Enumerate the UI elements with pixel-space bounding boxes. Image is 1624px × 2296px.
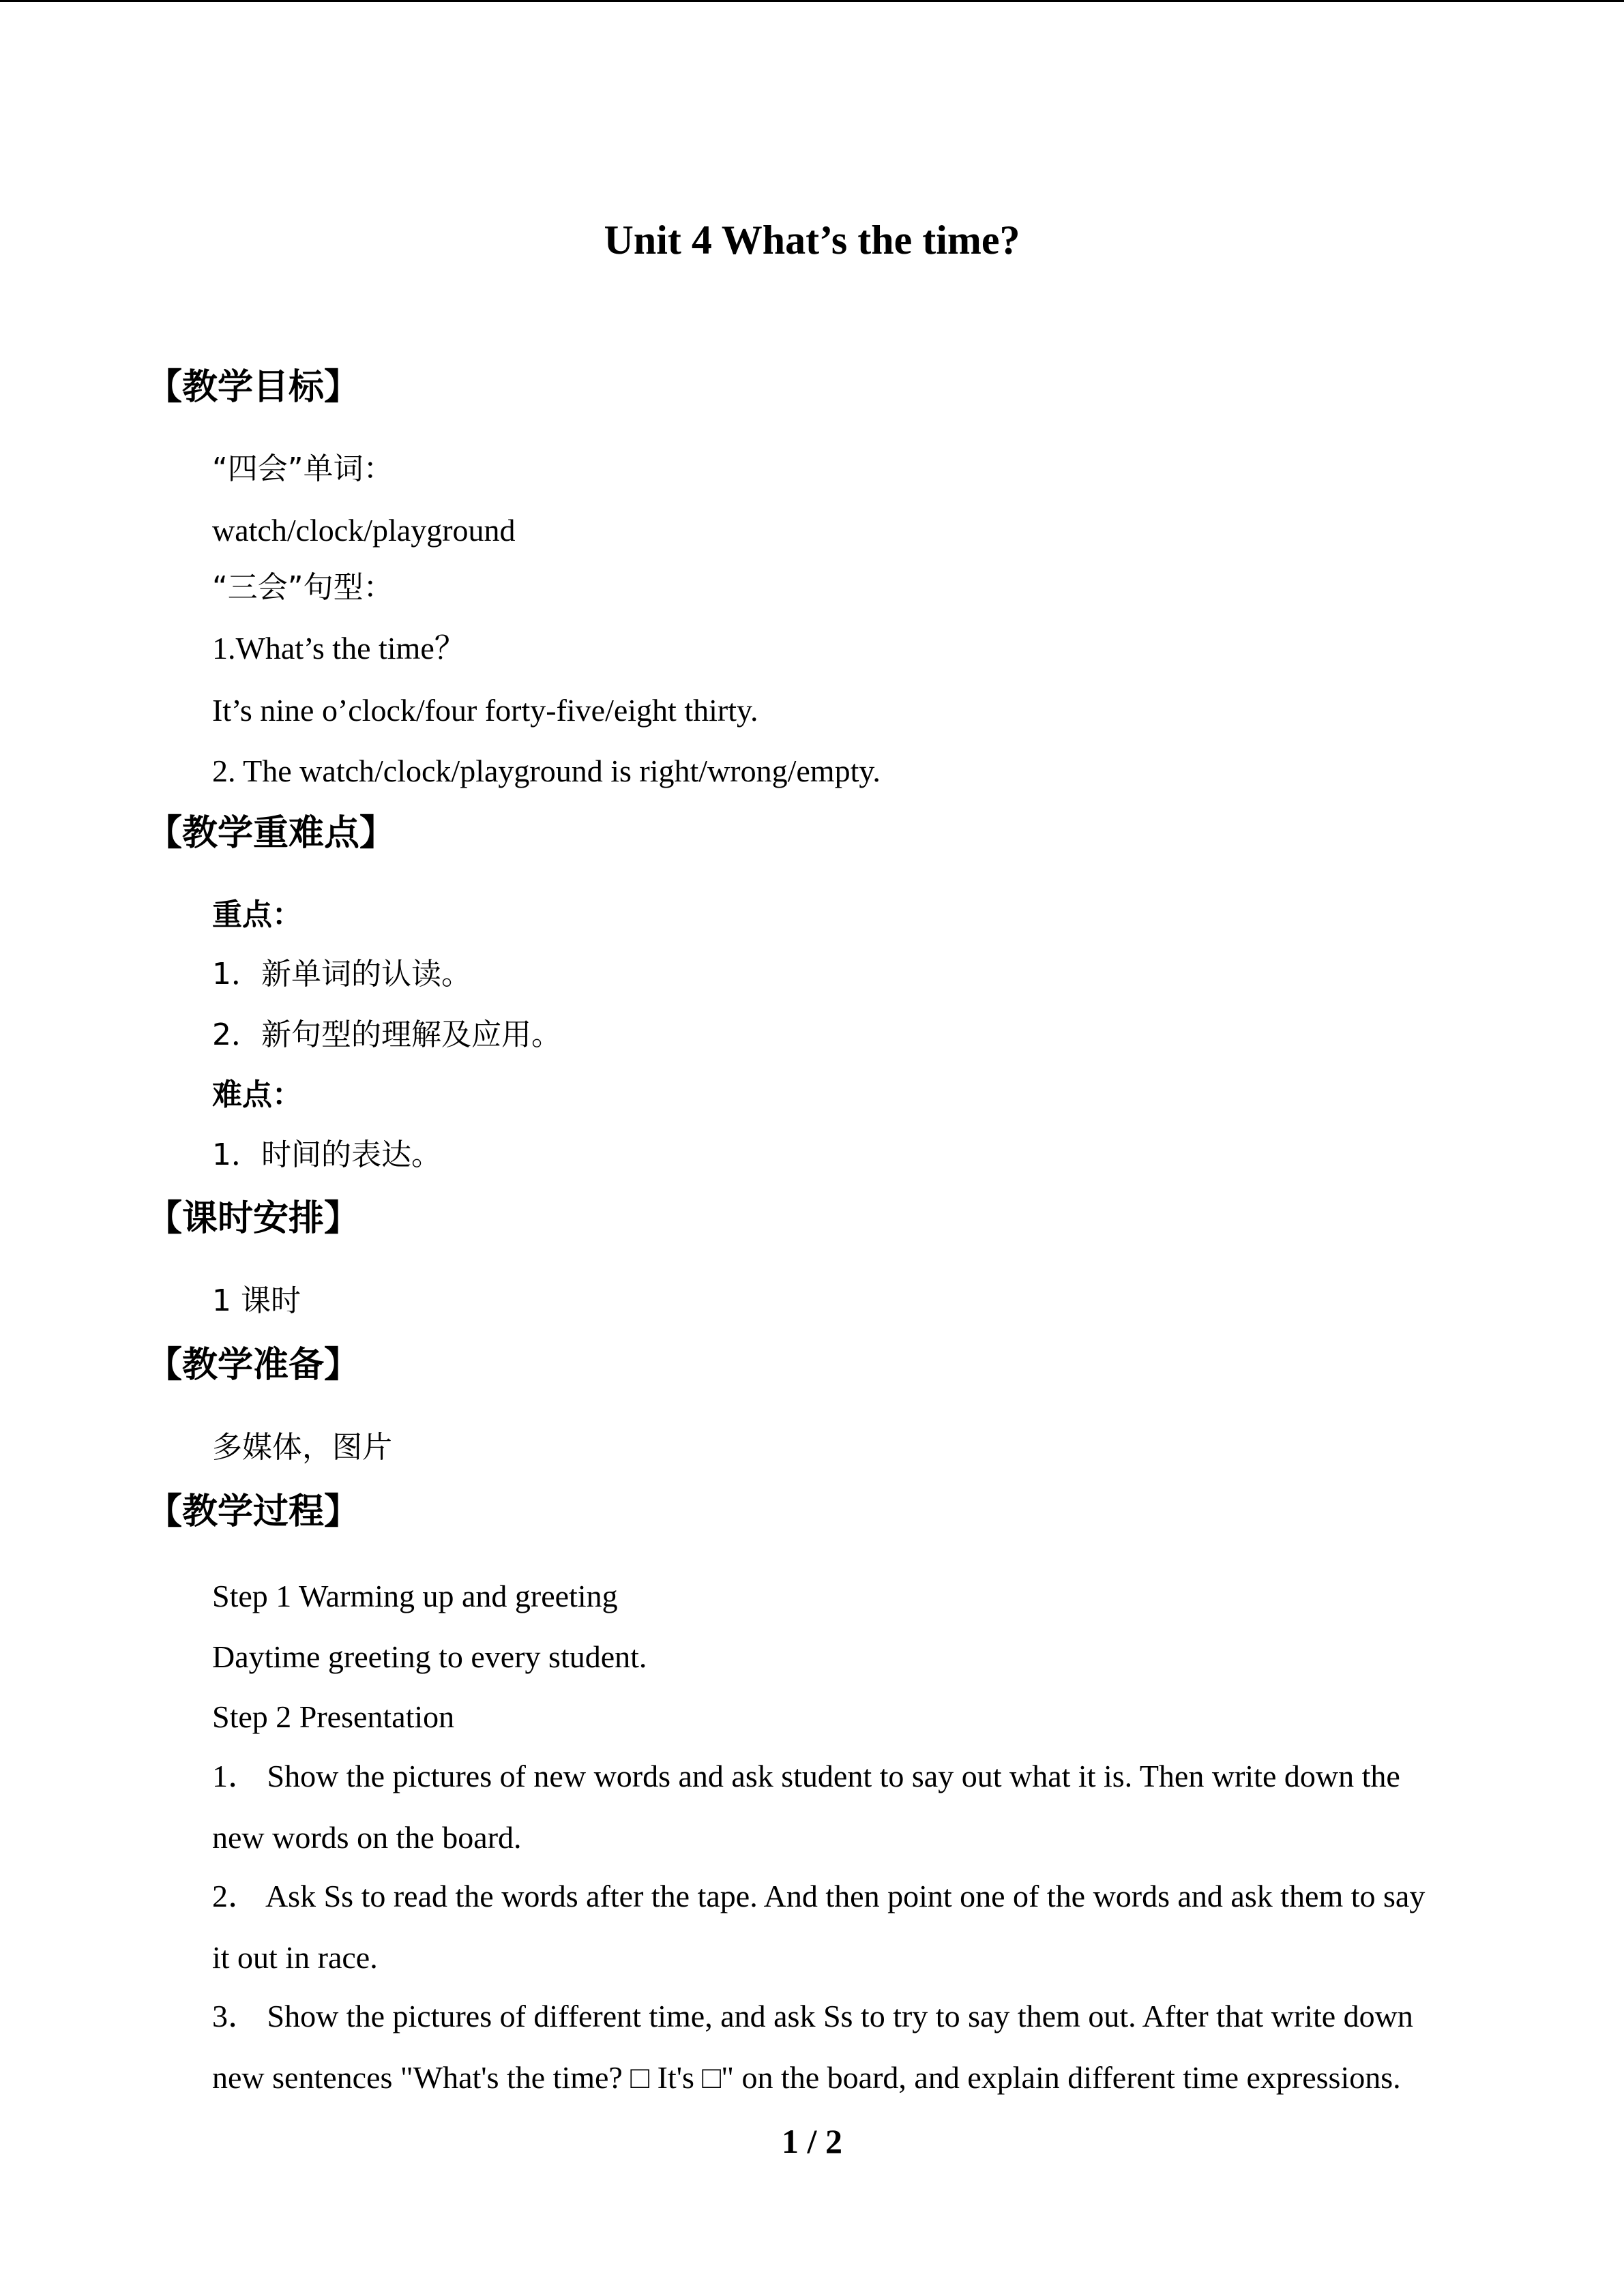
key-points-label: 重点：: [212, 897, 302, 932]
section-heading-preparation: 【教学准备】: [147, 1345, 360, 1386]
process-line: new sentences "What's the time? □ It's □" on the board, and explain different time expressions.: [212, 2060, 1401, 2095]
key-points-line: 1．时间的表达。: [212, 1137, 441, 1172]
process-line: 2． Ask Ss to read the words after the tape. And then point one of the words and ask them to say: [212, 1879, 1426, 1913]
section-heading-objectives: 【教学目标】: [147, 367, 360, 408]
objectives-line: watch/clock/playground: [212, 513, 516, 548]
objectives-line: “四会”单词：: [212, 451, 394, 486]
schedule-line: 1 课时: [212, 1283, 301, 1318]
process-line: it out in race.: [212, 1940, 378, 1975]
process-line: Step 2 Presentation: [212, 1699, 455, 1734]
document-title: Unit 4 What’s the time?: [604, 218, 1020, 263]
section-heading-schedule: 【课时安排】: [147, 1198, 360, 1239]
process-line: new words on the board.: [212, 1820, 522, 1855]
top-border-line: [0, 0, 1624, 2]
section-heading-process: 【教学过程】: [147, 1491, 360, 1532]
objectives-line: It’s nine o’clock/four forty-five/eight thirty.: [212, 693, 758, 728]
key-points-line: 2．新句型的理解及应用。: [212, 1017, 561, 1052]
process-line: Step 1 Warming up and greeting: [212, 1579, 618, 1613]
key-points-line: 1．新单词的认读。: [212, 957, 471, 992]
objectives-line: “三会”句型：: [212, 570, 394, 605]
page-number: 1 / 2: [782, 2122, 842, 2160]
process-line: Daytime greeting to every student.: [212, 1639, 647, 1674]
objectives-line: 2. The watch/clock/playground is right/wrong/empty.: [212, 754, 881, 788]
process-line: 1． Show the pictures of new words and ask student to say out what it is. Then write down the: [212, 1759, 1400, 1793]
objectives-line: 1.What’s the time？: [212, 631, 466, 666]
difficult-points-label: 难点：: [212, 1077, 302, 1112]
process-line: 3． Show the pictures of different time, and ask Ss to try to say them out. After that write down: [212, 1999, 1413, 2033]
section-heading-key-points: 【教学重难点】: [147, 813, 396, 854]
preparation-line: 多媒体，图片: [212, 1430, 392, 1465]
